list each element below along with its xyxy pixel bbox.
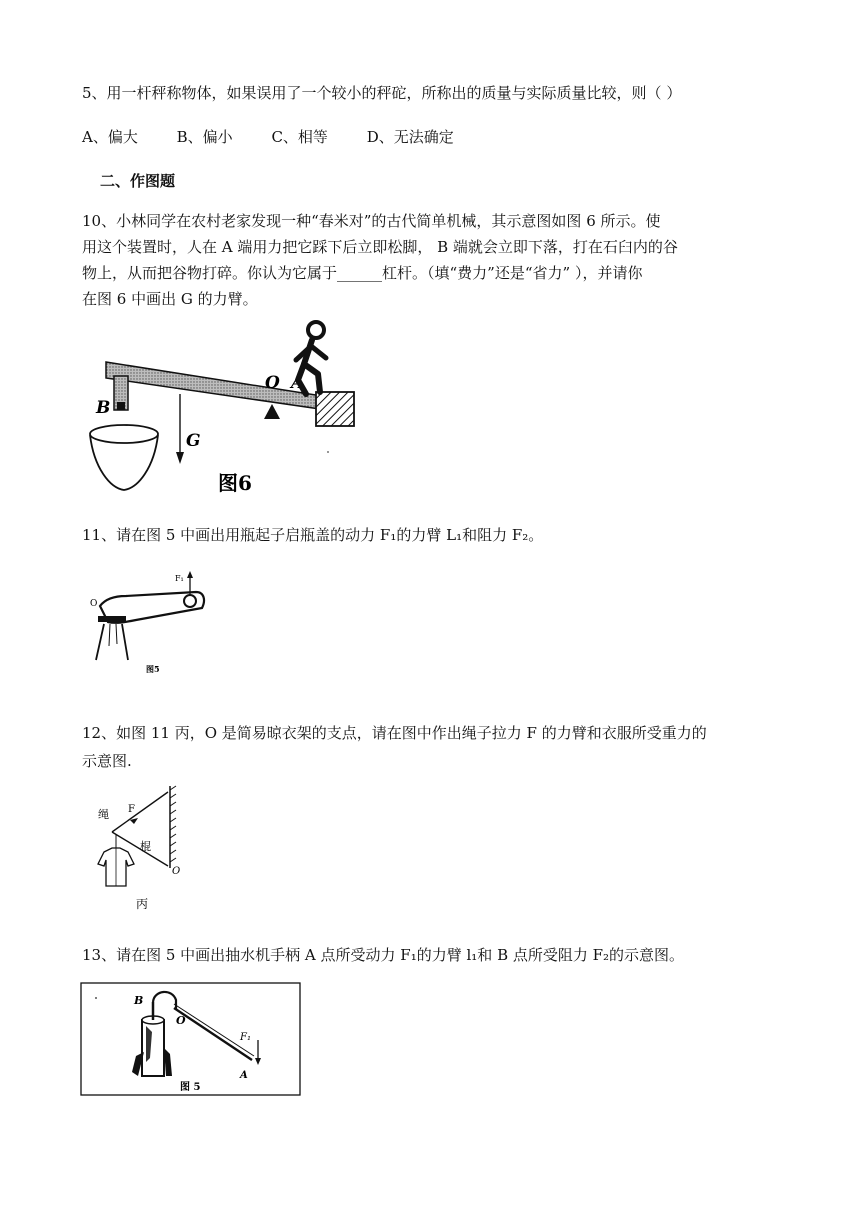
question-10-line-2: 用这个装置时，人在 A 端用力把它踩下后立即松脚， B 端就会立即下落，打在石臼内的谷 [82,238,678,256]
label-o: O [265,373,280,393]
question-11-text: 11、请在图 5 中画出用瓶起子启瓶盖的动力 F₁的力臂 L₁和阻力 F₂。 [82,526,544,544]
bottle-cap [98,616,126,622]
rope [112,792,168,832]
gravity-arrow [176,452,184,464]
label-b: B [134,994,144,1007]
label-o: O [176,1014,186,1027]
label-a: A [291,373,305,393]
label-f1: F₁ [240,1032,251,1043]
label-f: F [128,804,135,815]
question-10-line-1: 10、小林同学在农村老家发现一种“春米对”的古代简单机械，其示意图如图 6 所示。使 [82,212,661,230]
figure-5-bottle-opener [86,564,210,678]
person-head [308,322,324,338]
option-b: B、偏小 [176,128,233,146]
question-12-line-1: 12、如图 11 丙，O 是简易晾衣架的支点，请在图中作出绳子拉力 F 的力臂和衣服所受重力的 [82,724,707,742]
label-stick: 棍 [140,840,151,853]
label-g: G [186,431,201,451]
figure-5-water-pump [80,982,302,1096]
question-10-line-3: 物上，从而把谷物打碎。你认为它属于______杠杆。（填“费力”还是“省力” ），并请你 [82,264,643,282]
question-5-text: 5、用一杆秤称物体，如果误用了一个较小的秤砣，所称出的质量与实际质量比较，则（ ） [82,84,682,102]
question-13-text: 13、请在图 5 中画出抽水机手柄 A 点所受动力 F₁的力臂 l₁和 B 点所受阻力 F₂的示意图。 [82,946,685,964]
section-title: 二、作图题 [100,172,176,190]
option-a: A、偏大 [82,128,138,146]
label-rope: 绳 [98,808,109,821]
option-d: D、无法确定 [366,128,454,146]
fulcrum [264,404,280,419]
label-b: B [96,398,111,418]
option-c: C、相等 [271,128,328,146]
label-f1: F₁ [175,574,184,583]
label-o: O [90,599,98,609]
support-block [316,392,354,426]
figure-6-rice-pounder [82,318,382,500]
figure-frame [81,983,300,1095]
label-a: A [240,1070,248,1081]
label-o: O [172,866,181,877]
f1-arrow [187,571,193,578]
question-12-line-2: 示意图. [82,752,132,770]
pump-cylinder [142,1020,164,1076]
lever-beam [106,362,322,409]
figure-11c-clothes-rack [84,784,194,914]
question-5-options [82,124,488,150]
figure-5-caption: 图5 [146,664,160,674]
figure-11c-caption: 丙 [136,897,149,911]
question-10-line-4: 在图 6 中画出 G 的力臂。 [82,290,258,308]
figure-6-caption: 图6 [218,471,252,495]
opener-ring [184,595,196,607]
figure-5b-caption: 图 5 [180,1082,201,1093]
mortar-rim [90,425,158,443]
